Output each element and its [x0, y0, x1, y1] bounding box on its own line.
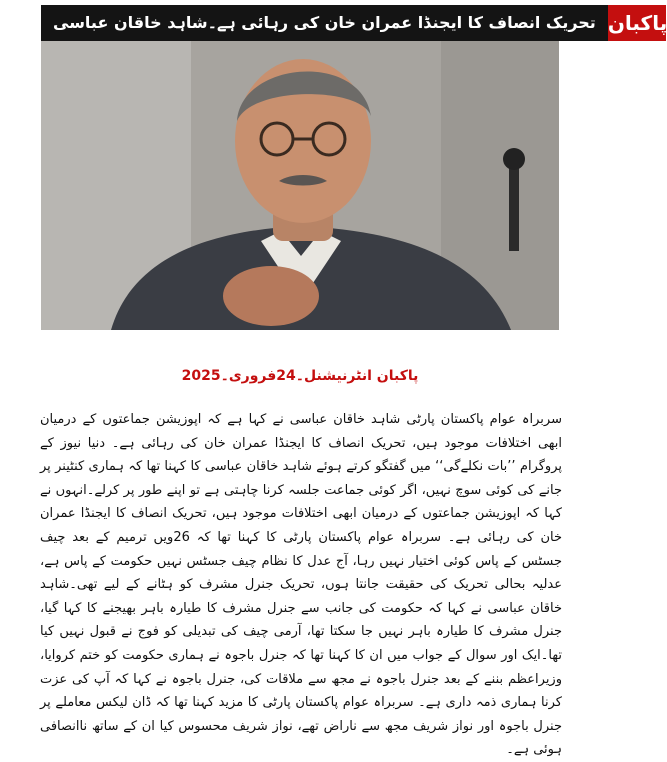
article-paragraph: سربراہ عوام پاکستان پارٹی شاہد خاقان عباسی نے کہا ہے کہ اپوزیشن جماعتوں کے درمیان ابھی اختلافات موجود ہیں، تحریک انصاف کا ایجنڈا عمران خان کی رہائی ہے۔ دنیا نیوز کے پروگرام ’’بات نکلےگی‘‘ میں گفتگو کرتے ہوئے شاہد خاقان عباسی کا کہنا تھا کہ ہماری کنٹینر پر جانے کی کوئی سوچ نہیں، اگر کوئی جماعت جلسہ کرنا چاہتی ہے تو اپنے طور پر کرلے۔انہوں نے کہا کہ اپوزیشن جماعتوں کے درمیان ابھی اختلافات موجود ہیں، تحریک انصاف کا ایجنڈا عمران خان کی رہائی ہے۔ سربراہ عوام پاکستان پارٹی کا کہنا تھا کہ 26ویں ترمیم کے بعد چیف جسٹس کے پاس کوئی اختیار نہیں رہا، آج عدل کا نظام چیف جسٹس نہیں حکومت کے پاس ہے، عدلیہ بحالی تحریک کی حقیقت جانتا ہوں، تحریک جنرل مشرف کو ہٹانے کے لیے تھی۔شاہد خاقان عباسی نے کہا کہ حکومت کی جانب سے جنرل مشرف کا طیارہ باہر بھیجنے کا کہا گیا، جنرل مشرف کا طیارہ باہر نہیں جا سکتا تھا، آرمی چیف کی تبدیلی کو فوج نے قبول نہیں کیا تھا۔ایک اور سوال کے جواب میں ان کا کہنا تھا کہ جنرل باجوہ نے ہماری حکومت کو ختم کروایا، وزیراعظم بننے کے بعد جنرل باجوہ نے مجھ سے ملاقات کی، جنرل باجوہ نے کہا کہ آپ کی عزت کرنا ہماری ذمہ داری ہے۔ سربراہ عوام پاکستان پارٹی کا مزید کہنا تھا کہ ڈان لیکس معاملے پر جنرل باجوہ اور نواز شریف مجھ سے ناراض تھے، نواز شریف محسوس کیا ان کے ساتھ ناانصافی ہوئی ہے۔ [40, 412, 562, 758]
news-header [41, 5, 667, 41]
news-photo [41, 41, 559, 330]
article-body [40, 408, 562, 762]
dateline: پاکبان انٹرنیشنل۔24فروری۔2025 [181, 368, 419, 384]
headline: تحریک انصاف کا ایجنڈا عمران خان کی رہائی ہے۔شاہد خاقان عباسی [41, 5, 608, 41]
portrait-illustration [41, 41, 559, 330]
brand-logo: پاکبان [608, 5, 666, 41]
